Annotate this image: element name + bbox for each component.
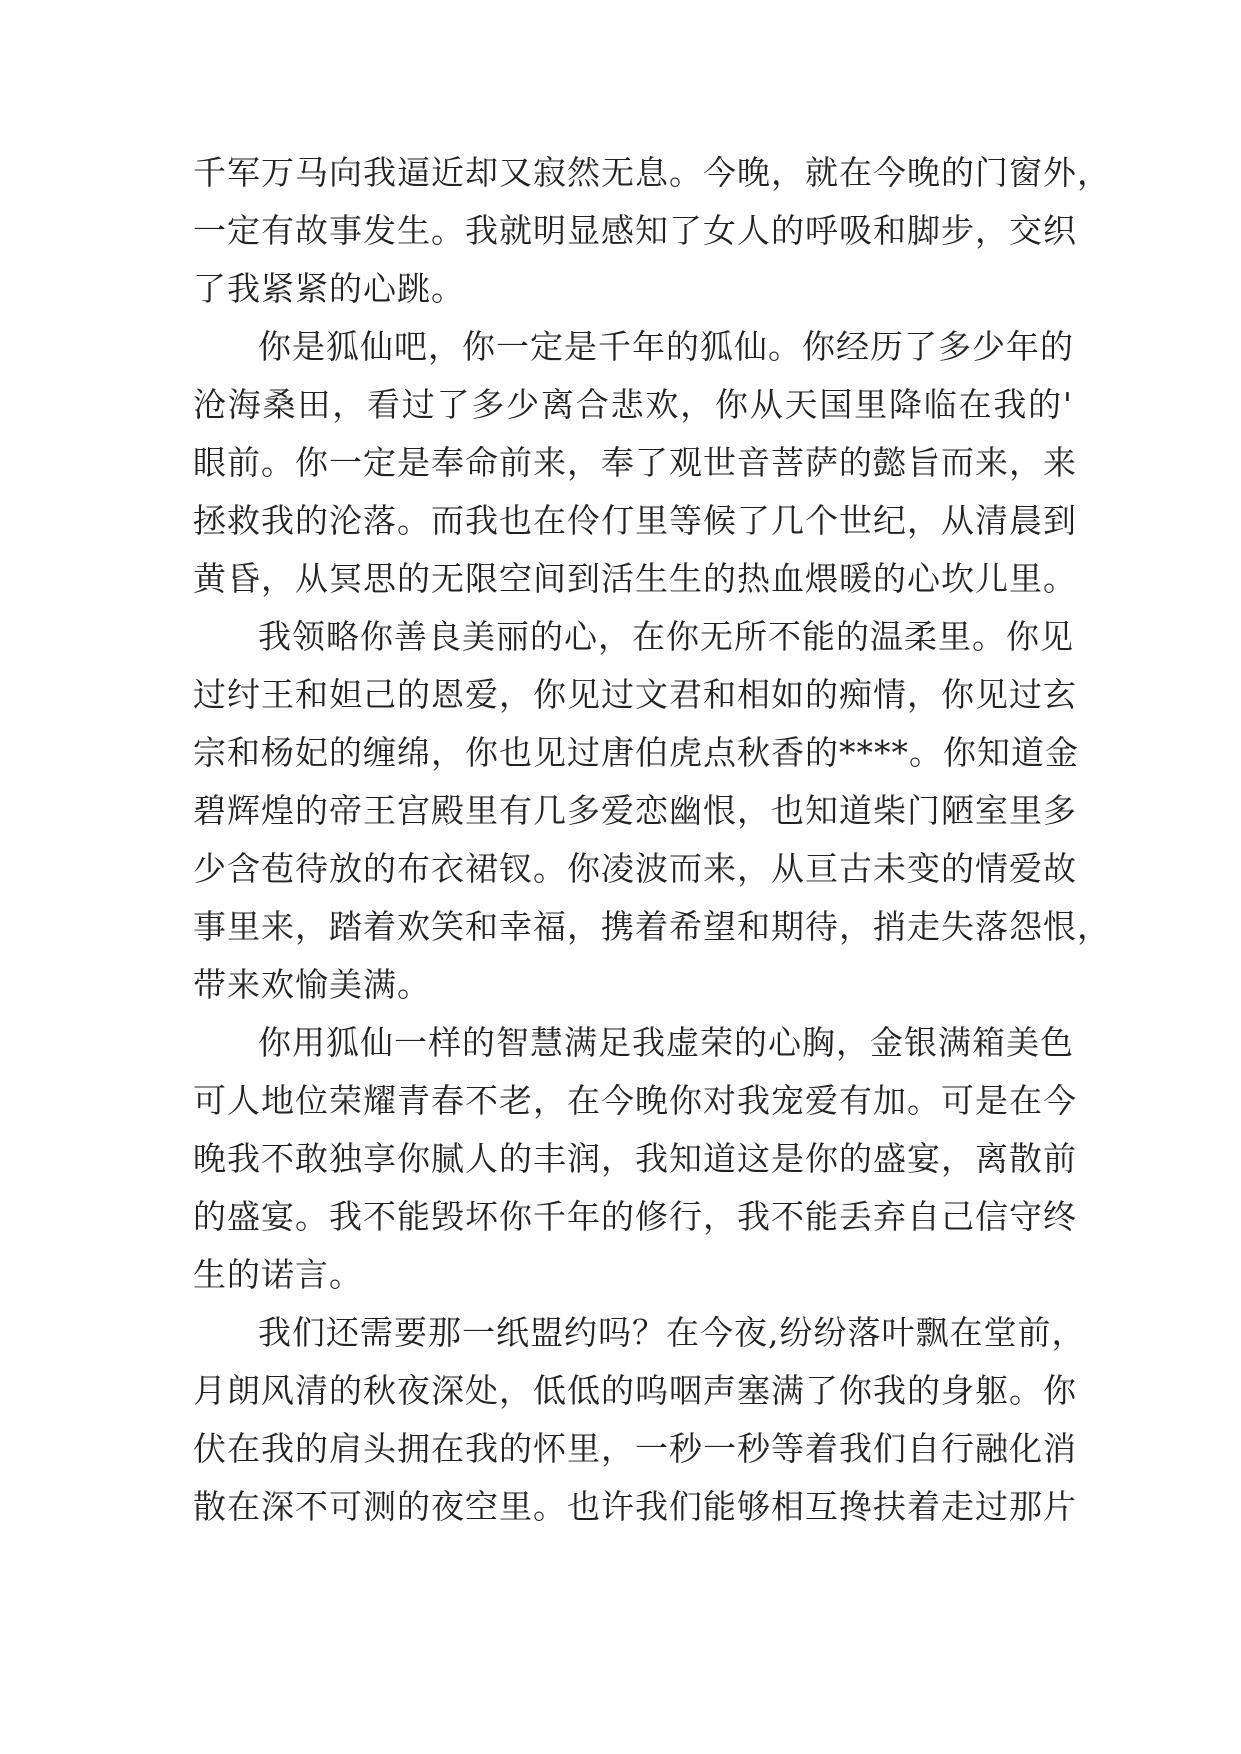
text-line: 的盛宴。我不能毁坏你千年的修行，我不能丢弃自己信守终: [193, 1197, 1077, 1236]
text-line: 月朗风清的秋夜深处，低低的呜咽声塞满了你我的身躯。你: [193, 1371, 1077, 1410]
text-line: 晚我不敢独享你腻人的丰润，我知道这是你的盛宴，离散前: [193, 1139, 1077, 1178]
text-line: 眼前。你一定是奉命前来，奉了观世音菩萨的懿旨而来，来: [193, 443, 1077, 482]
paragraph-first-line: 我们还需要那一纸盟约吗？在今夜,纷纷落叶飘在堂前，: [258, 1313, 1086, 1352]
text-line: 了我紧紧的心跳。: [193, 269, 465, 308]
text-line: 拯救我的沦落。而我也在伶仃里等候了几个世纪，从清晨到: [193, 501, 1077, 540]
text-line: 一定有故事发生。我就明显感知了女人的呼吸和脚步，交织: [193, 211, 1077, 250]
paragraph-first-line: 你用狐仙一样的智慧满足我虚荣的心胸，金银满箱美色: [258, 1023, 1074, 1062]
text-line: 沧海桑田，看过了多少离合悲欢，你从天国里降临在我的': [193, 385, 1073, 424]
text-line: 生的诺言。: [193, 1255, 363, 1294]
text-line: 散在深不可测的夜空里。也许我们能够相互搀扶着走过那片: [193, 1487, 1077, 1526]
text-line: 伏在我的肩头拥在我的怀里，一秒一秒等着我们自行融化消: [193, 1429, 1077, 1468]
paragraph-first-line: 你是狐仙吧，你一定是千年的狐仙。你经历了多少年的: [258, 327, 1074, 366]
text-line: 碧辉煌的帝王宫殿里有几多爱恋幽恨，也知道柴门陋室里多: [193, 791, 1077, 830]
text-line: 带来欢愉美满。: [193, 965, 431, 1004]
text-line: 千军万马向我逼近却又寂然无息。今晚，就在今晚的门窗外，: [193, 153, 1111, 192]
text-line: 可人地位荣耀青春不老，在今晚你对我宠爱有加。可是在今: [193, 1081, 1077, 1120]
paragraph-first-line: 我领略你善良美丽的心，在你无所不能的温柔里。你见: [258, 617, 1074, 656]
text-line: 黄昏，从冥思的无限空间到活生生的热血煨暖的心坎儿里。: [193, 559, 1077, 598]
text-line: 事里来，踏着欢笑和幸福，携着希望和期待，捎走失落怨恨，: [193, 907, 1111, 946]
text-line: 宗和杨妃的缠绵，你也见过唐伯虎点秋香的****。你知道金: [193, 733, 1079, 772]
text-line: 少含苞待放的布衣裙钗。你凌波而来，从亘古未变的情爱故: [193, 849, 1077, 888]
text-line: 过纣王和妲己的恩爱，你见过文君和相如的痴情，你见过玄: [193, 675, 1077, 714]
